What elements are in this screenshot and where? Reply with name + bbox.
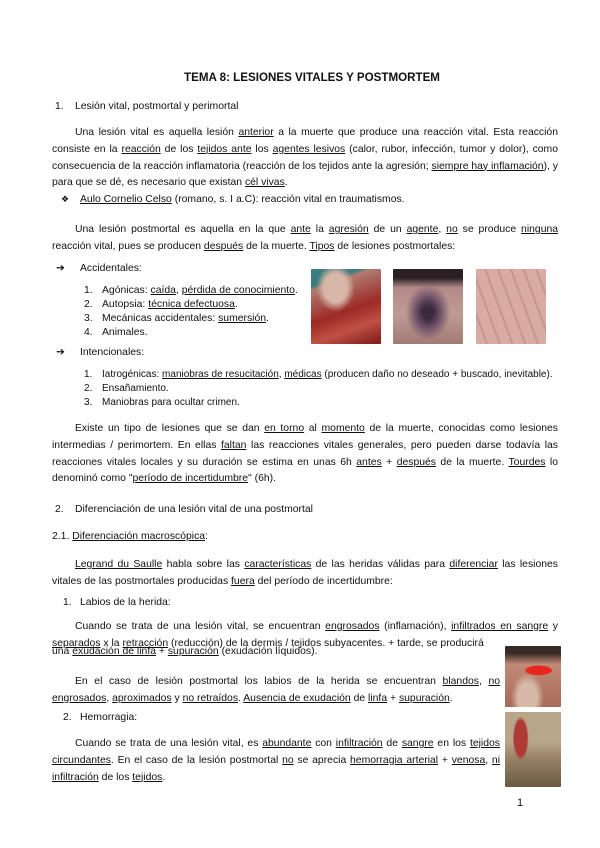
underlined-term: agentes lesivos <box>272 143 346 155</box>
text-run: y <box>171 692 183 704</box>
underlined-term: Legrand du Saulle <box>75 559 163 570</box>
list-item-labios <box>63 597 171 608</box>
text-run: , <box>278 369 285 380</box>
text-run: + <box>438 754 452 766</box>
underlined-term: Ausencia de exudación <box>243 692 351 704</box>
item-number: 4. <box>84 327 93 338</box>
underlined-term: no <box>446 224 458 235</box>
text-run: habla sobre las <box>162 559 245 570</box>
underlined-term: anterior <box>238 127 274 138</box>
underlined-term: características <box>244 559 312 570</box>
list-item <box>84 396 553 410</box>
underlined-term: reacción <box>121 143 161 155</box>
text-run: con <box>311 738 336 749</box>
page-number: 1 <box>517 797 524 809</box>
paragraph-lesion-vital <box>52 125 558 192</box>
underlined-term: engrosados <box>325 621 380 632</box>
paragraph-lesion-postmortal <box>52 222 558 256</box>
text-run: . <box>234 299 238 310</box>
text-run: , <box>478 676 489 687</box>
text-run: al <box>304 423 322 434</box>
text-run: de la muerte, conocidas como lesiones intermedias / perimortem. En ellas <box>52 423 558 451</box>
bullet-text <box>80 194 405 205</box>
underlined-term: agente <box>406 224 439 235</box>
text-run: del período de incertidumbre: <box>254 575 393 587</box>
text-run: de <box>350 692 369 704</box>
list-item <box>84 298 298 312</box>
text-run: ), y para que se dé, es necesario que existan <box>52 160 558 189</box>
underlined-term: Diferenciación macroscópica <box>72 531 206 542</box>
item-text <box>102 397 240 408</box>
item-label: Hemorragia: <box>80 712 138 723</box>
text-run: , <box>175 285 182 296</box>
text-run: Iatrogénicas: <box>102 369 163 380</box>
bruise-photo <box>393 269 463 344</box>
text-run: . <box>284 177 288 189</box>
text-run: de lesiones postmortales: <box>334 240 456 252</box>
underlined-term: tejidos ante <box>197 143 252 155</box>
item-text <box>102 383 169 394</box>
list-item <box>84 382 553 396</box>
text-run: las reacciones vitales generales, pero pueden darse todavía las reacciones vitales locales y su duración se estima en unas 6h <box>52 439 558 468</box>
underlined-term: agresión <box>328 224 369 235</box>
text-run: Cuando se trata de una lesión vital, es <box>75 738 263 749</box>
item-number: 2. <box>84 299 93 310</box>
text-run: Cuando se trata de una lesión vital, se encuentran <box>75 621 326 632</box>
underlined-term: después <box>396 456 436 468</box>
item-number: 3. <box>84 397 93 408</box>
section-label: Diferenciación de una lesión vital de una postmortal <box>75 504 313 515</box>
text-run: una <box>52 646 73 657</box>
text-run: . <box>294 285 298 296</box>
section-2-heading <box>55 504 313 515</box>
section-label: Lesión vital, postmortal y perimortal <box>75 101 239 112</box>
paragraph-labios-vital-end <box>52 646 317 657</box>
underlined-term: supuración <box>398 692 450 704</box>
underlined-term: separados <box>52 637 101 649</box>
text-run: (inflamación), <box>379 621 452 632</box>
underlined-term: momento <box>321 423 365 434</box>
underlined-term: Aulo Cornelio Celso <box>80 194 172 205</box>
text-run: y <box>548 621 558 632</box>
wound-photo-1 <box>311 269 381 344</box>
item-text <box>102 369 553 380</box>
underlined-term: ni infiltración <box>52 754 501 783</box>
section-number: 1. <box>55 101 64 112</box>
arrow-right-icon: ➔ <box>56 263 65 274</box>
text-run: de la muerte. <box>435 456 509 468</box>
text-run: reacción vital, pues se producen <box>52 240 204 252</box>
text-run: (producen daño no deseado + buscado, inevitable). <box>321 369 553 380</box>
facial-wound-photo <box>505 646 561 707</box>
underlined-term: técnica defectuosa <box>148 299 235 310</box>
underlined-term: después <box>203 240 244 252</box>
text-run: se produce <box>457 224 522 235</box>
underlined-term: tejidos circundantes <box>52 738 500 766</box>
item-number: 1. <box>84 285 93 296</box>
document-title: TEMA 8: LESIONES VITALES Y POSTMORTEM <box>184 71 440 84</box>
list-item <box>84 368 553 382</box>
text-run: (exudación líquidos). <box>218 646 318 657</box>
list-heading-label: Accidentales: <box>80 263 142 274</box>
underlined-term: retracción <box>122 637 169 649</box>
text-run: (romano, s. I a.C): reacción vital en traumatismos. <box>171 194 405 205</box>
text-run: de los <box>160 143 198 155</box>
diamond-bullet-icon: ❖ <box>61 194 70 204</box>
paragraph-hemorragia <box>52 736 500 786</box>
underlined-term: hemorragia arterial <box>350 754 439 766</box>
text-run: la <box>310 224 329 235</box>
underlined-term: no engrosados <box>52 676 500 704</box>
underlined-term: exudación de linfa <box>72 646 156 657</box>
text-run: " (6h). <box>248 473 276 485</box>
text-run: Agónicas: <box>102 285 151 296</box>
item-text <box>102 313 269 324</box>
text-run: . En el caso de la lesión postmortal <box>110 754 283 766</box>
list-heading-intencionales <box>56 346 144 358</box>
underlined-term: sangre <box>401 738 434 749</box>
underlined-term: ninguna <box>521 224 559 235</box>
text-run: . <box>238 692 244 704</box>
underlined-term: abundante <box>262 738 312 749</box>
text-run: Maniobras para ocultar crimen. <box>102 397 240 408</box>
section-number: 2. <box>55 504 64 515</box>
text-run: a la muerte que produce una reacción vital. Esta reacción consiste en la <box>52 127 558 155</box>
underlined-term: aproximados <box>112 692 172 704</box>
text-run: los <box>251 143 273 155</box>
bullet-aulo-celso <box>61 194 405 205</box>
text-run: Animales. <box>102 327 148 338</box>
underlined-term: maniobras de resucitación <box>162 369 279 380</box>
underlined-term: antes <box>356 456 382 468</box>
text-run: . <box>162 771 166 783</box>
item-number: 1. <box>84 369 93 380</box>
subsection-2-1-heading <box>52 531 208 542</box>
underlined-term: diferenciar <box>449 559 498 570</box>
underlined-term: Tipos <box>309 240 335 252</box>
underlined-term: supuración <box>167 646 219 657</box>
underlined-term: cél vivas <box>244 177 285 189</box>
list-item <box>84 284 298 298</box>
list-intencionales <box>84 368 553 410</box>
item-text <box>102 285 298 296</box>
item-label: Labios de la herida: <box>80 597 171 608</box>
text-run: de <box>382 738 402 749</box>
underlined-term: ante <box>290 224 311 235</box>
text-run: Una lesión postmortal es aquella en la que <box>75 224 291 235</box>
text-run: de un <box>368 224 407 235</box>
text-run: (calor, rubor, infección, tumor y dolor), como consecuencia de la reacción inflamatoria (reacción de los tejidos ante la agresión; <box>52 143 558 172</box>
paragraph-legrand <box>52 557 558 591</box>
list-accidentales <box>84 284 298 340</box>
text-run: , <box>106 692 113 704</box>
item-number: 2. <box>63 712 72 723</box>
text-run: de los <box>98 771 133 783</box>
item-number: 3. <box>84 313 93 324</box>
section-1-heading <box>55 101 238 112</box>
underlined-term: pérdida de conocimiento <box>181 285 295 296</box>
text-run: se aprecia <box>293 754 351 766</box>
skin-marks-photo <box>476 269 546 344</box>
underlined-term: blandos <box>442 676 479 687</box>
underlined-term: tejidos <box>132 771 163 783</box>
underlined-term: linfa <box>368 692 388 704</box>
list-heading-label: Intencionales: <box>80 347 145 358</box>
text-run: lo denominó como " <box>52 456 558 485</box>
paragraph-perimortem <box>52 421 558 488</box>
list-item <box>84 312 298 326</box>
text-run: de las heridas válidas para <box>311 559 450 570</box>
text-run: Ensañamiento. <box>102 383 169 394</box>
underlined-term: venosa <box>451 754 486 766</box>
text-run: + <box>387 692 399 704</box>
arrow-right-icon: ➔ <box>56 347 65 358</box>
underlined-term: sumersión <box>218 313 267 324</box>
text-run: las lesiones vitales de las postmortales producidas <box>52 559 558 587</box>
text-run: en los <box>433 738 470 749</box>
text-run: : <box>205 531 208 542</box>
list-heading-accidentales <box>56 262 142 274</box>
underlined-term: infiltración <box>335 738 383 749</box>
item-number: 2. <box>84 383 93 394</box>
text-run: . <box>266 313 269 324</box>
underlined-term: no retraídos <box>182 692 239 704</box>
list-item <box>84 326 298 340</box>
item-text <box>102 299 238 310</box>
item-text <box>102 327 148 338</box>
text-run: 2.1. <box>52 531 73 542</box>
text-run: Existe un tipo de lesiones que se dan <box>75 423 265 434</box>
underlined-term: caída <box>150 285 176 296</box>
text-run: Una lesión vital es aquella lesión <box>75 127 239 138</box>
text-run: + <box>156 646 168 657</box>
text-run: , <box>438 224 447 235</box>
text-run: (reducción) de la dermis / tejidos subyacentes. + tarde, se producirá <box>168 637 484 649</box>
underlined-term: fuera <box>231 575 255 587</box>
text-run: Autopsia: <box>102 299 149 310</box>
text-run: Mecánicas accidentales: <box>102 313 219 324</box>
text-run: de la muerte. <box>243 240 310 252</box>
incision-photo <box>505 712 561 787</box>
text-run: . <box>449 692 453 704</box>
underlined-term: infiltrados en sangre <box>451 621 549 632</box>
list-item-hemorragia <box>63 712 137 723</box>
underlined-term: médicas <box>284 369 322 380</box>
text-run: En el caso de lesión postmortal los labios de la herida se encuentran <box>75 676 443 687</box>
underlined-term: Tourdes <box>508 456 546 468</box>
underlined-term: período de incertidumbre <box>132 473 249 485</box>
item-number: 1. <box>63 597 72 608</box>
underlined-term: en torno <box>264 423 305 434</box>
underlined-term: siempre hay inflamación <box>431 160 544 172</box>
text-run: x la <box>100 637 123 649</box>
paragraph-labios-postmortal <box>52 674 500 708</box>
text-run: , <box>485 754 492 766</box>
underlined-term: no <box>282 754 294 766</box>
underlined-term: faltan <box>221 439 247 451</box>
text-run: + <box>381 456 397 468</box>
